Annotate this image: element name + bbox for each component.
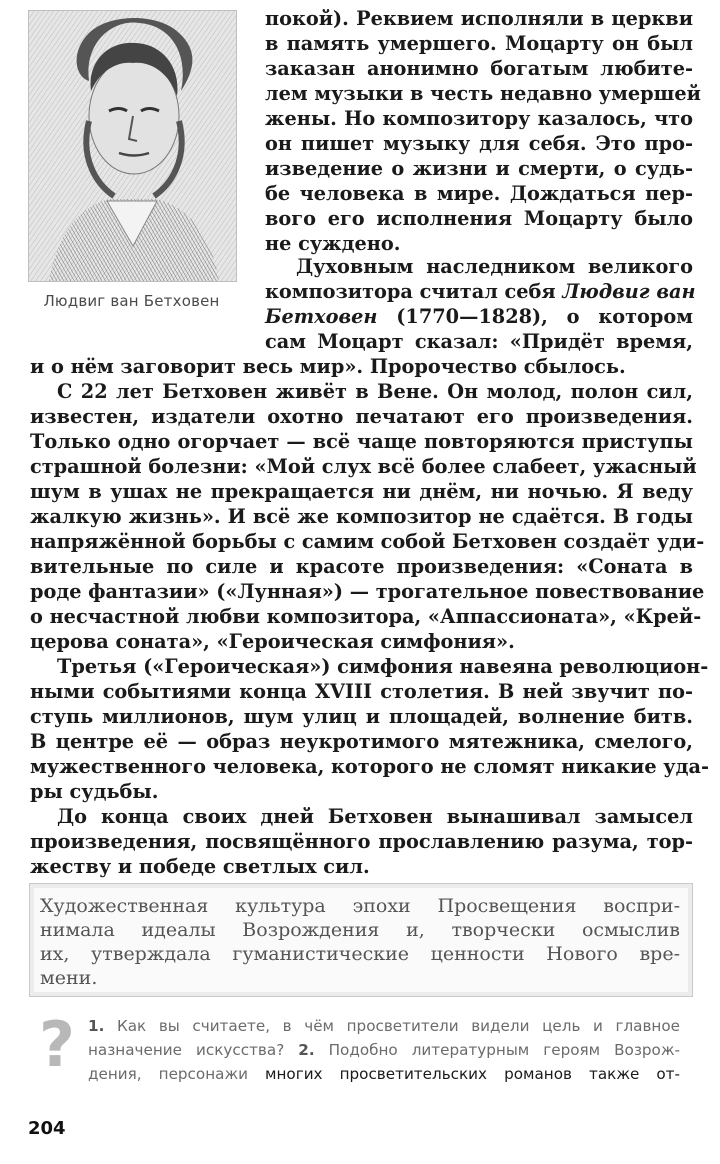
- text-line: заказан анонимно богатым любите-: [265, 57, 693, 80]
- text-line: напряжённой борьбы с самим собой Бетховен создаёт уди-: [30, 530, 705, 553]
- text-line: жеству и победе светлых сил.: [30, 855, 370, 878]
- text-line: изведение о жизни и смерти, о судь-: [265, 157, 693, 180]
- question-line: дения, персонажи многих просветительских романов также от-: [88, 1065, 680, 1083]
- text-line: известен, издатели охотно печатают его произведения.: [30, 405, 693, 428]
- text-line: ными событиями конца XVIII столетия. В ней звучит по-: [30, 680, 693, 703]
- text-line: ступь миллионов, шум улиц и площадей, волнение битв.: [30, 705, 693, 728]
- text-line: композитора считал себя Людвиг ван: [265, 280, 696, 303]
- text-line: мужественного человека, которого не сломят никакие уда-: [30, 755, 709, 778]
- summary-line: их, утверждала гуманистические ценности Нового вре-: [40, 943, 680, 965]
- question-line: 1. Как вы считаете, в чём просветители видели цель и главное: [88, 1017, 680, 1035]
- text-line: бе человека в мире. Дождаться пер-: [265, 182, 693, 205]
- text-line: Духовным наследником великого: [296, 255, 693, 278]
- text-line: не суждено.: [265, 232, 401, 255]
- text-line: До конца своих дней Бетховен вынашивал замысел: [57, 805, 693, 828]
- text-line: Бетховен (1770—1828), о котором: [265, 305, 693, 328]
- text-line: Третья («Героическая») симфония навеяна революцион-: [57, 655, 709, 678]
- question-line: назначение искусства? 2. Подобно литературным героям Возрож-: [88, 1041, 680, 1059]
- summary-line: нимала идеалы Возрождения и, творчески осмыслив: [40, 919, 680, 941]
- text-line: произведения, посвящённого прославлению разума, тор-: [30, 830, 693, 853]
- text-line: и о нём заговорит весь мир». Пророчество сбылось.: [30, 355, 626, 378]
- text-line: в память умершего. Моцарту он был: [265, 32, 693, 55]
- text-line: В центре её — образ неукротимого мятежника, смелого,: [30, 730, 693, 753]
- text-line: церова соната», «Героическая симфония».: [30, 630, 515, 653]
- text-line: вительные по силе и красоте произведения: «Соната в: [30, 555, 693, 578]
- text-line: лем музыки в честь недавно умершей: [265, 82, 701, 105]
- page-number: 204: [28, 1118, 66, 1139]
- text-line: вого его исполнения Моцарту было: [265, 207, 693, 230]
- beethoven-portrait: [28, 10, 237, 282]
- text-line: шум в ушах не прекращается ни днём, ни ночью. Я веду: [30, 480, 693, 503]
- text-line: роде фантазии» («Лунная») — трогательное повествование: [30, 580, 705, 603]
- text-line: сам Моцарт сказал: «Придёт время,: [265, 330, 693, 353]
- text-line: он пишет музыку для себя. Это про-: [265, 132, 693, 155]
- text-line: жалкую жизнь». И всё же композитор не сдаётся. В годы: [30, 505, 693, 528]
- summary-line: Художественная культура эпохи Просвещения воспри-: [40, 895, 680, 917]
- portrait-engraving-icon: [29, 11, 236, 281]
- summary-line: мени.: [40, 967, 98, 989]
- portrait-caption: Людвиг ван Бетховен: [43, 292, 220, 310]
- text-line: С 22 лет Бетховен живёт в Вене. Он молод, полон сил,: [57, 380, 693, 403]
- text-line: ры судьбы.: [30, 780, 159, 803]
- text-line: покой). Реквием исполняли в церкви: [265, 7, 693, 30]
- text-line: страшной болезни: «Мой слух всё более слабеет, ужасный: [30, 455, 697, 478]
- text-line: Только одно огорчает — всё чаще повторяются приступы: [30, 430, 693, 453]
- text-line: жены. Но композитору казалось, что: [265, 107, 693, 130]
- text-line: о несчастной любви композитора, «Аппассионата», «Крей-: [30, 605, 702, 628]
- question-mark-icon: ?: [39, 1008, 75, 1081]
